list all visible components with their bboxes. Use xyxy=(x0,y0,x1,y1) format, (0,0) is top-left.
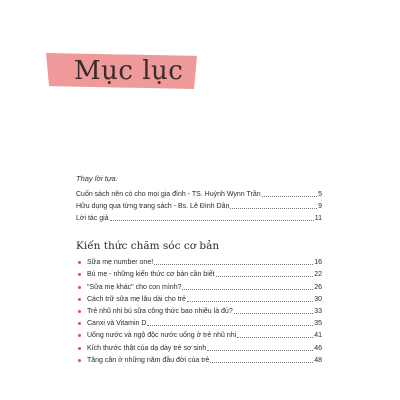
bullet-dot xyxy=(78,334,81,337)
dot-leader xyxy=(230,208,317,209)
toc-entry-page: 9 xyxy=(318,203,322,210)
list-item-page: 16 xyxy=(314,259,322,267)
list-item-label: Tăng cân ở những năm đầu đời của trẻ xyxy=(87,356,210,364)
page-title: Mục lục xyxy=(74,56,184,86)
dot-leader xyxy=(237,337,313,338)
list-item-page: 26 xyxy=(314,283,322,291)
dot-leader xyxy=(234,313,313,314)
section-entry-list xyxy=(76,256,322,366)
list-item xyxy=(76,354,322,366)
list-item-page: 41 xyxy=(314,332,322,340)
list-item-label: Kích thước thật của dạ dày trẻ sơ sinh xyxy=(87,344,207,352)
bullet-dot xyxy=(78,261,81,264)
list-item-page: 48 xyxy=(314,356,322,364)
list-item-label: "Sữa mẹ khác" cho con mình? xyxy=(87,283,182,291)
bullet-dot xyxy=(78,273,81,276)
toc-entry-page: 11 xyxy=(314,215,322,222)
list-item-page: 46 xyxy=(314,344,322,352)
bullet-dot xyxy=(78,286,81,289)
toc-entry xyxy=(76,200,322,212)
list-item xyxy=(76,268,322,280)
dot-leader xyxy=(147,325,313,326)
dot-leader xyxy=(207,350,313,351)
list-item-page: 22 xyxy=(314,271,322,279)
bullet-dot xyxy=(78,310,81,313)
section-heading: Kiến thức chăm sóc cơ bản xyxy=(76,240,220,252)
foreword-block xyxy=(76,174,322,224)
toc-entry-page: 5 xyxy=(318,191,322,198)
dot-leader xyxy=(182,289,313,290)
bullet-dot xyxy=(78,347,81,350)
dot-leader xyxy=(154,264,313,265)
list-item xyxy=(76,305,322,317)
list-item-page: 33 xyxy=(314,307,322,315)
list-item xyxy=(76,256,322,268)
bullet-dot xyxy=(78,298,81,301)
toc-entry xyxy=(76,212,322,224)
dot-leader xyxy=(262,196,317,197)
list-item xyxy=(76,293,322,305)
dot-leader xyxy=(110,220,314,221)
list-item xyxy=(76,329,322,341)
toc-entry-label: Cuốn sách nên có cho mọi gia đình - TS. Huỳnh Wynn Trần xyxy=(76,191,261,198)
dot-leader xyxy=(216,276,314,277)
toc-entry-label: Hữu dụng qua từng trang sách - Bs. Lê Đình Dân xyxy=(76,203,230,210)
list-item-label: Bú mẹ - những kiến thức cơ bản cần biết xyxy=(87,271,215,279)
toc-entry xyxy=(76,188,322,200)
list-item-label: Uống nước và ngộ độc nước uống ở trẻ nhũ nhi xyxy=(87,332,237,340)
bullet-dot xyxy=(78,359,81,362)
list-item xyxy=(76,280,322,292)
dot-leader xyxy=(210,362,313,363)
list-item xyxy=(76,341,322,353)
list-item xyxy=(76,317,322,329)
toc-entry-label: Lời tác giả xyxy=(76,215,109,222)
bullet-dot xyxy=(78,322,81,325)
list-item-label: Sữa mẹ number one! xyxy=(87,259,154,267)
foreword-heading: Thay lời tựa: xyxy=(76,174,118,183)
list-item-page: 35 xyxy=(314,320,322,328)
list-item-label: Trẻ nhũ nhi bú sữa công thức bao nhiêu là đủ? xyxy=(87,307,233,315)
dot-leader xyxy=(187,301,313,302)
list-item-label: Canxi và Vitamin D xyxy=(87,320,147,328)
list-item-label: Cách trữ sữa mẹ lâu dài cho trẻ xyxy=(87,295,186,303)
list-item-page: 30 xyxy=(314,295,322,303)
